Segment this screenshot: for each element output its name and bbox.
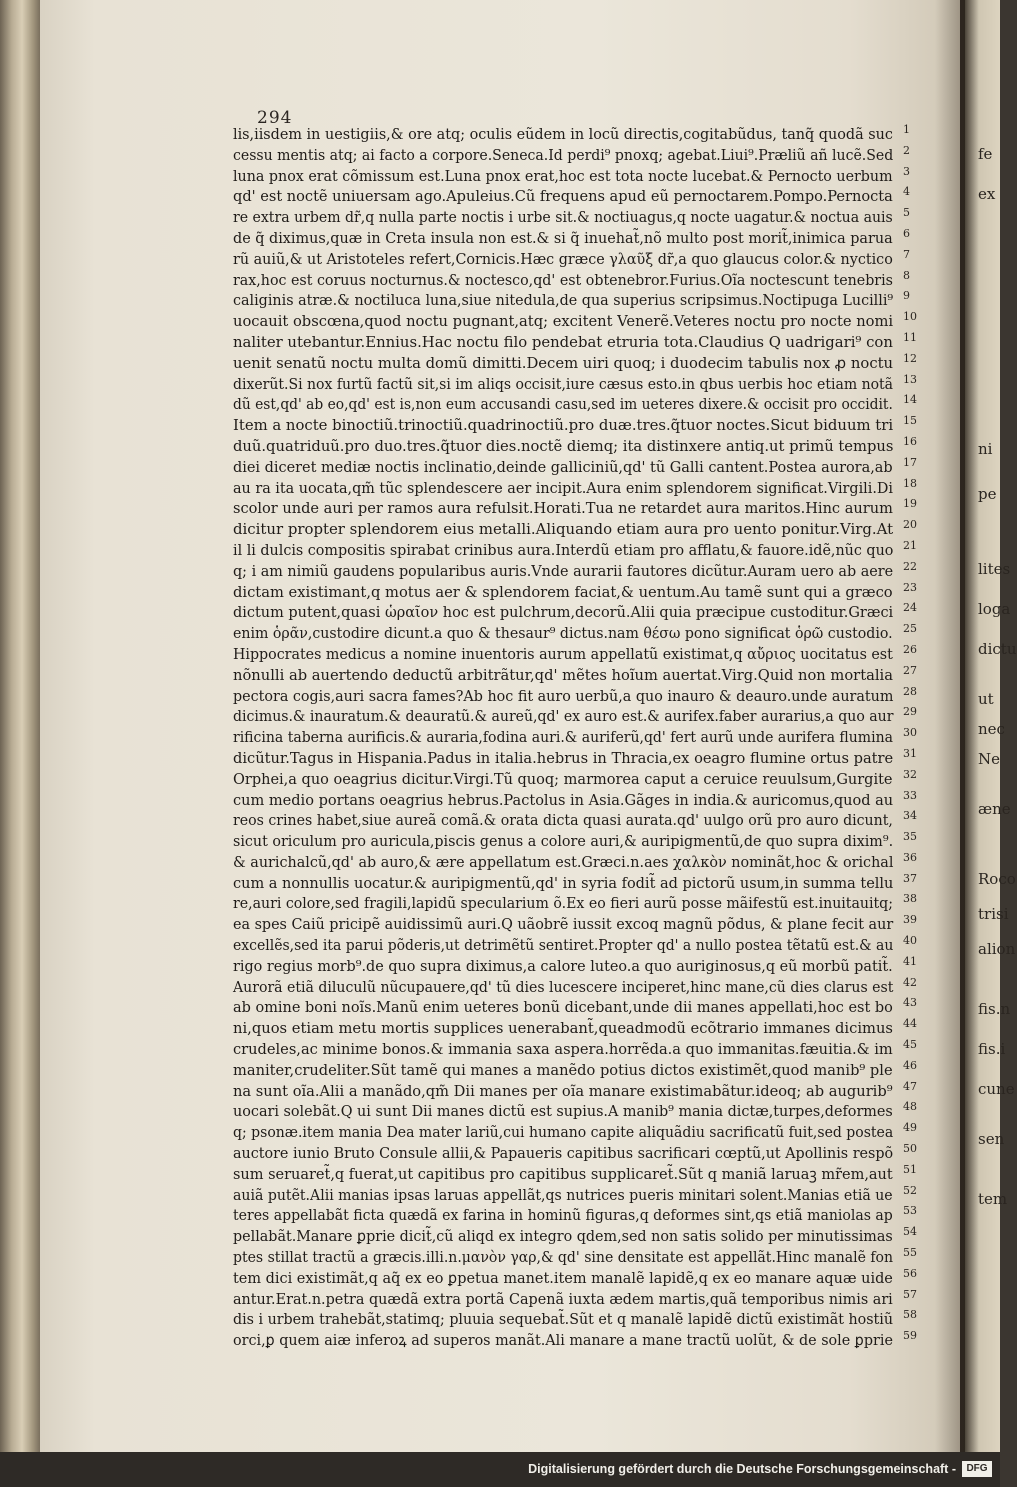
line-text: rax,hoc est coruus nocturnus.& noctesco,qd' est obtenebror.Furius.Oĩa noctescunt tenebris bbox=[233, 270, 893, 289]
text-line bbox=[233, 351, 917, 374]
line-number: 42 bbox=[903, 975, 917, 989]
line-text: crudeles,ac minime bonos.& immania saxa aspera.horrẽda.a quo immanitas.fæuitia.& im bbox=[233, 1040, 893, 1059]
line-number: 19 bbox=[903, 497, 917, 511]
text-line bbox=[233, 1246, 917, 1268]
line-text: q; i am nimiũ gaudens popularibus auris.Vnde aurarii fautores dicũtur.Auram uero ab aere bbox=[233, 561, 894, 580]
line-text: caliginis atræ.& noctiluca luna,siue nitedula,de qua superius scripsimus.Noctipuga Lucilli⁹ bbox=[233, 291, 894, 310]
line-text: Orphei,a quo oeagrius dicitur.Virgi.Tũ quoq; marmorea caput a ceruice reuulsum,Gurgite bbox=[233, 769, 893, 788]
text-line bbox=[233, 434, 917, 457]
facing-page-fragment: ex bbox=[978, 185, 996, 203]
text-line bbox=[233, 871, 917, 894]
text-line bbox=[233, 996, 917, 1018]
line-number: 54 bbox=[903, 1225, 917, 1239]
line-text: rũ auiũ,& ut Aristoteles refert,Cornicis.Hæc græce γλαῦξ dr̃,a quo glaucus color.& nycticο bbox=[233, 249, 893, 268]
line-text: dis i urbem trahebãt,statimq; pluuia sequebat̃.Sũt et q manalẽ lapidẽ dictũ existimãt hostiũ bbox=[233, 1310, 893, 1329]
text-block bbox=[233, 123, 917, 1351]
text-line bbox=[233, 913, 917, 935]
text-line bbox=[233, 228, 913, 249]
line-text: ab omine boni noĩs.Manũ enim ueteres bonũ dicebant,unde dii manes appellati,hoc est bo bbox=[233, 998, 893, 1017]
line-number: 51 bbox=[903, 1162, 917, 1176]
line-text: dictum putent,quasi ὡραῖον hoc est pulchrum,decorũ.Alii quia præcipue custoditur.Græci bbox=[233, 603, 894, 622]
line-text: maniter,crudeliter.Sũt tamẽ qui manes a manẽdo potius dictos existimẽt,quod manib⁹ ple bbox=[233, 1060, 893, 1079]
line-number: 50 bbox=[903, 1142, 917, 1156]
line-number: 41 bbox=[903, 954, 917, 968]
line-text: diei diceret mediæ noctis inclinatio,deinde galliciniũ,qd' tũ Galli cantent.Postea aurora,ab bbox=[233, 457, 893, 476]
footer-credit: Digitalisierung gefördert durch die Deutsche Forschungsgemeinschaft - bbox=[528, 1462, 956, 1476]
line-text: re extra urbem dr̃,q nulla parte noctis i urbe sit.& noctiuagus,q nocte uagatur.& noctua auis bbox=[233, 208, 893, 227]
text-line bbox=[233, 892, 917, 914]
text-line bbox=[233, 1017, 917, 1039]
line-text: rigo regius morb⁹.de quo supra diximus,a calore luteo.a quo auriginosus,q eũ morbũ patit̃. bbox=[233, 956, 893, 975]
line-number: 32 bbox=[903, 767, 917, 781]
facing-page-fragment: cune bbox=[978, 1080, 1015, 1098]
text-line bbox=[233, 497, 917, 519]
text-line bbox=[233, 1183, 917, 1206]
line-number: 11 bbox=[903, 330, 917, 344]
line-number: 27 bbox=[903, 663, 917, 677]
line-text: orci,ꝑ quem aiæ inferoꝝ ad superos manãt.Ali manare a mane tractũ uolũt, & de sole ꝑprie bbox=[233, 1331, 893, 1350]
line-text: qd' est noctẽ uniuersam ago.Apuleius.Cũ frequens apud eũ pernoctarem.Pompo.Pernocta bbox=[233, 187, 893, 206]
text-line bbox=[233, 830, 917, 852]
text-line bbox=[233, 1079, 917, 1102]
text-line bbox=[233, 290, 913, 311]
line-number: 53 bbox=[903, 1204, 917, 1218]
line-text: re,auri colore,sed fragili,lapidũ specularium õ.Ex eo fieri aurũ posse mãifestũ est.inuitauitq; bbox=[233, 894, 893, 913]
facing-page-fragment: alion bbox=[978, 940, 1016, 958]
line-text: ea spes Caiũ pricipẽ auidissimũ auri.Q uãobrẽ iussit excoq magnũ põdus, & plane fecit aur bbox=[233, 915, 894, 934]
line-text: tem dici existimãt,q aq̃ ex eo ꝑpetua manet.item manalẽ lapidẽ,q ex eo manare aquæ uide bbox=[233, 1268, 893, 1287]
line-number: 29 bbox=[903, 705, 917, 719]
line-text: dicitur propter splendorem eius metalli.Aliquando etiam aura pro uento ponitur.Virg.At bbox=[233, 520, 894, 539]
facing-page-fragment: lites bbox=[978, 560, 1011, 578]
line-text: cum a nonnullis uocatur.& auripigmentũ,qd' in syria fodit̃ ad pictorũ usum,in summa tellu bbox=[233, 873, 894, 892]
line-number: 18 bbox=[903, 476, 917, 490]
text-line bbox=[233, 726, 917, 748]
line-text: rificina taberna aurificis.& auraria,fodina auri.& auriferũ,qd' fert aurũ unde aurifera flumina bbox=[233, 728, 893, 747]
line-text: auiã putẽt.Alii manias ipsas laruas appellãt,qs nutrices pueris minitari solent.Manias etiã ue bbox=[233, 1185, 893, 1204]
line-number: 40 bbox=[903, 934, 917, 948]
line-number: 6 bbox=[903, 226, 910, 240]
line-number: 14 bbox=[903, 393, 917, 407]
line-number: 38 bbox=[903, 892, 917, 906]
line-number: 46 bbox=[903, 1058, 917, 1072]
line-text: dicũtur.Tagus in Hispania.Padus in italia.hebrus in Thracia,ex oeagro flumine ortus patre bbox=[233, 748, 894, 767]
text-line bbox=[233, 1142, 917, 1164]
text-line bbox=[233, 622, 917, 644]
line-text: Item a nocte binoctiũ.trinoctiũ.quadrinoctiũ.pro duæ.tres.q̃tuor noctes.Sicut biduum tri bbox=[233, 416, 894, 435]
text-line bbox=[233, 145, 913, 166]
page-number: 294 bbox=[257, 108, 293, 128]
text-line bbox=[233, 372, 917, 395]
line-number: 9 bbox=[903, 289, 910, 303]
text-line bbox=[233, 330, 917, 353]
text-line bbox=[233, 166, 913, 187]
line-text: ptes stillat tractũ a græcis.illi.n.μανὸν γαρ,& qd' sine densitate est appellãt.Hinc manalẽ fon bbox=[233, 1248, 894, 1267]
line-text: au ra ita uocata,qm̃ tũc splendescere aer incipit.Aura enim splendorem significat.Virgili.Di bbox=[233, 478, 893, 497]
line-text: dũ est,qd' ab eo,qd' est is,non eum accusandi casu,sed im ueteres dixere.& occisit pro occidit. bbox=[233, 395, 893, 414]
facing-page-fragment: nec bbox=[978, 720, 1005, 738]
line-text: cessu mentis atq; ai facto a corpore.Seneca.Id perdi⁹ pnoxq; agebat.Liui⁹.Præliũ añ lucẽ.Sed bbox=[233, 145, 894, 164]
text-line bbox=[233, 1287, 917, 1310]
line-number: 22 bbox=[903, 559, 917, 573]
facing-page-fragment: ut bbox=[978, 690, 994, 708]
text-line bbox=[233, 124, 913, 145]
text-line bbox=[233, 249, 913, 270]
line-number: 39 bbox=[903, 913, 917, 927]
line-number: 37 bbox=[903, 871, 917, 885]
text-line bbox=[233, 663, 917, 686]
facing-page-fragment: fe bbox=[978, 145, 993, 163]
gutter-shadow bbox=[935, 0, 965, 1452]
line-number: 31 bbox=[903, 746, 917, 760]
line-number: 4 bbox=[903, 185, 910, 199]
line-text: de q̃ diximus,quæ in Creta insula non est.& si q̃ inuehat̃,nõ multo post morit̃,inimica parua bbox=[233, 228, 893, 247]
facing-page-fragment: tem bbox=[978, 1190, 1008, 1208]
line-text: duũ.quatriduũ.pro duo.tres.q̃tuor dies.noctẽ diemq; ita distinxere antiq.ut primũ tempus bbox=[233, 436, 894, 455]
line-text: lis,iisdem in uestigiis,& ore atq; oculis eũdem in locũ directis,cogitabũdus, tanq̃ quodã suc bbox=[233, 125, 893, 143]
line-text: enim ὁρᾶν,custodire dicunt.a quo & thesaur⁹ dictus.nam θέσω pono significat ὁρῶ custodio. bbox=[233, 624, 893, 643]
line-text: na sunt oĩa.Alii a manãdo,qm̃ Dii manes per oĩa manare existimabãtur.ideoq; ab augurib⁹ bbox=[233, 1081, 893, 1100]
line-text: & aurichalcũ,qd' ab auro,& ære appellatum est.Græci.n.aes χαλκὸν nominãt,hoc & orichal bbox=[233, 852, 894, 871]
footer-bar bbox=[0, 1452, 1000, 1487]
facing-page-edge bbox=[965, 0, 1017, 1452]
line-number: 8 bbox=[903, 268, 910, 282]
line-number: 3 bbox=[903, 164, 910, 178]
line-number: 21 bbox=[903, 538, 917, 552]
text-line bbox=[233, 580, 917, 603]
line-text: scolor unde auri per ramos aura refulsit.Horati.Tua ne retardet aura maritos.Hinc aurum bbox=[233, 499, 893, 518]
text-line bbox=[233, 809, 917, 831]
text-line bbox=[233, 642, 917, 665]
line-text: nõnulli ab auertendo deductũ arbitrãtur,qd' mẽtes hoĩum auertat.Virg.Quid non mortalia bbox=[233, 665, 893, 684]
text-line bbox=[233, 1266, 917, 1289]
facing-page-fragment: trisi bbox=[978, 905, 1009, 923]
line-number: 26 bbox=[903, 642, 917, 656]
line-number: 36 bbox=[903, 850, 917, 864]
line-text: Aurorã etiã diluculũ nũcupauere,qd' tũ dies lucescere inciperet,hinc mane,cũ dies clarus est bbox=[233, 977, 894, 996]
line-number: 5 bbox=[903, 206, 910, 220]
line-number: 43 bbox=[903, 996, 917, 1010]
line-text: auctore iunio Bruto Consule allii,& Papaueris capitibus sacrificari cœptũ,ut Apollinis respõ bbox=[233, 1144, 894, 1163]
line-number: 58 bbox=[903, 1308, 917, 1322]
line-number: 12 bbox=[903, 351, 917, 365]
text-line bbox=[233, 1308, 917, 1330]
line-text: dictam existimant,q motus aer & splendorem faciat,& uentum.Au tamẽ sunt qui a græco bbox=[233, 582, 893, 601]
facing-page-fragment: ni bbox=[978, 440, 993, 458]
facing-page-fragment: dictu bbox=[978, 640, 1017, 658]
text-line bbox=[233, 310, 917, 332]
line-text: pellabãt.Manare ꝑprie dicit̃,cũ aliqd ex integro qdem,sed non satis solido per minutissimas bbox=[233, 1227, 893, 1246]
line-number: 59 bbox=[903, 1329, 917, 1343]
line-text: uenit senatũ noctu multa domũ dimitti.Decem uiri quoq; i duodecim tabulis nox ꝓ noctu bbox=[233, 353, 894, 372]
line-text: uocari solebãt.Q ui sunt Dii manes dictũ est supius.A manib⁹ mania dictæ,turpes,deformes bbox=[233, 1102, 893, 1121]
line-number: 34 bbox=[903, 809, 917, 823]
line-text: sicut oriculum pro auricula,piscis genus a colore auri,& auripigmentũ,de quo supra dixim⁹. bbox=[233, 832, 894, 851]
line-text: antur.Erat.n.petra quædã extra portã Capenã iuxta ædem martis,quã temporibus nimis ari bbox=[233, 1289, 893, 1308]
line-number: 45 bbox=[903, 1038, 917, 1052]
text-line bbox=[233, 705, 917, 727]
line-number: 23 bbox=[903, 580, 917, 594]
text-line bbox=[233, 1204, 917, 1226]
line-text: ni,quos etiam metu mortis supplices uenerabant̃,queadmodũ ecõtrario immanes dicimus bbox=[233, 1019, 893, 1038]
page-stack-edge bbox=[0, 0, 40, 1452]
line-text: reos crines habet,siue aureã comã.& orata dicta quasi aurata.qd' uulgo orũ pro auro dicunt, bbox=[233, 811, 893, 830]
line-number: 30 bbox=[903, 726, 917, 740]
line-number: 1 bbox=[903, 123, 910, 136]
line-number: 2 bbox=[903, 143, 910, 157]
line-text: cum medio portans oeagrius hebrus.Pactolus in Asia.Gãges in india.& auricomus,quod au bbox=[233, 790, 894, 809]
line-number: 35 bbox=[903, 830, 917, 844]
line-number: 48 bbox=[903, 1100, 917, 1114]
facing-page-fragment: pe bbox=[978, 485, 997, 503]
text-line bbox=[233, 1162, 917, 1185]
text-line bbox=[233, 270, 913, 291]
text-line bbox=[233, 559, 917, 582]
line-number: 56 bbox=[903, 1266, 917, 1280]
line-number: 57 bbox=[903, 1287, 917, 1301]
text-line bbox=[233, 455, 917, 478]
text-line bbox=[233, 954, 917, 977]
facing-page-fragment: sen bbox=[978, 1130, 1005, 1148]
text-line bbox=[233, 186, 913, 207]
text-line bbox=[233, 1225, 917, 1247]
text-line bbox=[233, 788, 917, 811]
line-text: teres appellabãt ficta quædã ex farina in hominũ figuras,q deformes sint,qs etiã maniolas ap bbox=[233, 1206, 893, 1225]
facing-page-fragment: Ne bbox=[978, 750, 1001, 768]
line-text: dicimus.& inauratum.& deauratũ.& aureũ,qd' ex auro est.& aurifex.faber aurarius,a quo aur bbox=[233, 707, 894, 726]
text-line bbox=[233, 746, 917, 769]
line-number: 10 bbox=[903, 310, 917, 324]
text-line bbox=[233, 1100, 917, 1122]
line-number: 16 bbox=[903, 434, 917, 448]
text-line bbox=[233, 767, 917, 790]
line-number: 28 bbox=[903, 684, 917, 698]
line-text: pectora cogis,auri sacra fames?Ab hoc fit auro uerbũ,a quo inauro & deauro.unde auratum bbox=[233, 686, 894, 705]
facing-page-fragment: Roco bbox=[978, 870, 1016, 888]
text-line bbox=[233, 1038, 917, 1060]
line-number: 49 bbox=[903, 1121, 917, 1135]
line-number: 55 bbox=[903, 1246, 917, 1260]
line-text: uocauit obscœna,quod noctu pugnant,atq; excitent Venerẽ.Veteres noctu pro nocte nomi bbox=[233, 312, 894, 331]
line-text: dixerũt.Si nox furtũ factũ sit,si im aliqs occisit,iure cæsus esto.in qbus uerbis hoc etiam notã bbox=[233, 374, 894, 393]
line-number: 52 bbox=[903, 1183, 917, 1197]
line-number: 15 bbox=[903, 414, 917, 428]
text-line bbox=[233, 414, 917, 436]
text-line bbox=[233, 601, 917, 623]
line-number: 47 bbox=[903, 1079, 917, 1093]
line-text: Hippocrates medicus a nomine inuentoris aurum appellatũ existimat,q αὔριος uocitatus est bbox=[233, 644, 893, 663]
text-line bbox=[233, 393, 917, 415]
facing-page-fragment: fis.n bbox=[978, 1000, 1011, 1018]
text-line bbox=[233, 975, 917, 998]
line-text: excellẽs,sed ita parui põderis,ut detrimẽtũ sentiret.Propter qd' a nullo postea tẽtatũ est.& au bbox=[233, 936, 894, 955]
line-text: luna pnox erat cõmissum est.Luna pnox erat,hoc est tota nocte lucebat.& Pernocto uerbum bbox=[233, 166, 893, 185]
dfg-logo-icon: DFG bbox=[962, 1461, 992, 1477]
facing-page-fragment: æne bbox=[978, 800, 1011, 818]
line-number: 13 bbox=[903, 372, 917, 386]
line-text: sum seruaret̃,q fuerat,ut capitibus pro capitibus supplicaret̃.Sũt q maniã laruaꝫ mr̃em,aut bbox=[233, 1164, 893, 1183]
line-number: 17 bbox=[903, 455, 917, 469]
line-text: naliter utebantur.Ennius.Hac noctu filo pendebat etruria tota.Claudius Q uadrigari⁹ con bbox=[233, 332, 893, 351]
text-line bbox=[233, 1058, 917, 1081]
line-text: il li dulcis compositis spirabat crinibus aura.Interdũ etiam pro afflatu,& fauore.idẽ,nũc quo bbox=[233, 540, 894, 559]
text-line bbox=[233, 518, 917, 540]
facing-page-fragment: loga bbox=[978, 600, 1011, 618]
line-number: 44 bbox=[903, 1017, 917, 1031]
text-line bbox=[233, 934, 917, 956]
text-line bbox=[233, 1121, 917, 1143]
line-number: 25 bbox=[903, 622, 917, 636]
line-number: 20 bbox=[903, 518, 917, 532]
line-number: 7 bbox=[903, 247, 910, 261]
line-text: q; psonæ.item mania Dea mater lariũ,cui humano capite aliquãdiu sacrificatũ fuit,sed postea bbox=[233, 1123, 894, 1142]
text-line bbox=[233, 476, 917, 499]
line-number: 24 bbox=[903, 601, 917, 615]
text-line bbox=[233, 684, 917, 707]
line-number: 33 bbox=[903, 788, 917, 802]
text-line bbox=[233, 538, 917, 561]
facing-page-fragment: fis.i bbox=[978, 1040, 1006, 1058]
text-line bbox=[233, 207, 913, 228]
text-line bbox=[233, 850, 917, 873]
text-line bbox=[233, 1329, 917, 1351]
